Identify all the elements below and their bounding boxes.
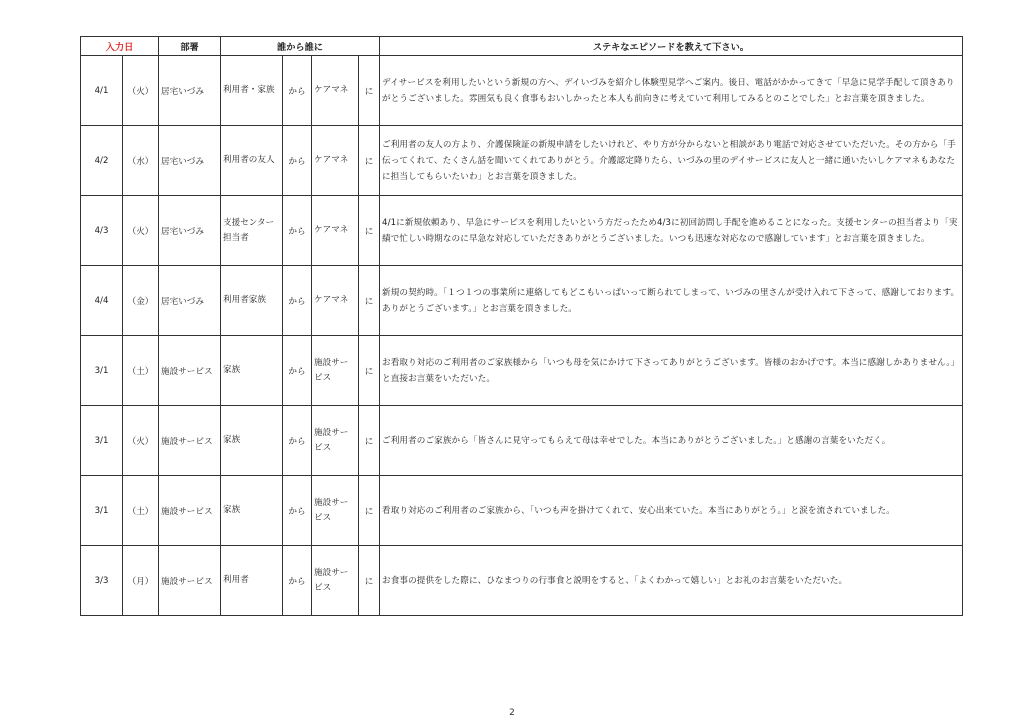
from-particle-cell: から (283, 406, 312, 476)
episode-cell: 4/1に新規依頼あり、早急にサービスを利用したいという方だったため4/3に初回訪問し手配を進めることになった。支援センターの担当者より「実績で忙しい時期なのに早急な対応していただきありがとうございました。いつも迅速な対応なので感謝しています」とお言葉を頂きました。 (380, 196, 963, 266)
episode-cell: お食事の提供をした際に、ひなまつりの行事食と説明をすると、「よくわかって嬉しい」とお礼のお言葉をいただいた。 (380, 546, 963, 616)
to-cell: ケアマネ (312, 56, 359, 126)
day-cell: （土） (123, 476, 159, 546)
to-particle-cell: に (359, 476, 380, 546)
department-cell: 施設サービス (159, 546, 221, 616)
header-episode: ステキなエピソードを教えて下さい。 (380, 37, 963, 56)
header-input-date: 入力日 (81, 37, 159, 56)
department-cell: 居宅いづみ (159, 266, 221, 336)
from-cell: 利用者・家族 (221, 56, 283, 126)
episode-cell: ご利用者のご家族から「皆さんに見守ってもらえて母は幸せでした。本当にありがとうございました。」と感謝の言葉をいただく。 (380, 406, 963, 476)
from-particle-cell: から (283, 476, 312, 546)
table-row (81, 196, 963, 266)
from-cell: 家族 (221, 336, 283, 406)
date-cell: 4/4 (81, 266, 123, 336)
from-cell: 支援センター担当者 (221, 196, 283, 266)
department-cell: 居宅いづみ (159, 196, 221, 266)
date-cell: 4/3 (81, 196, 123, 266)
page-number: 2 (509, 708, 515, 718)
department-cell: 居宅いづみ (159, 56, 221, 126)
to-particle-cell: に (359, 266, 380, 336)
header-row (81, 37, 963, 56)
episode-cell: ご利用者の友人の方より、介護保険証の新規申請をしたいけれど、やり方が分からないと相談があり電話で対応させていただいた。その方から「手伝ってくれて、たくさん話を聞いてくれてありがとう。介護認定降りたら、いづみの里のデイサービスに友人と一緒に通いたいしケアマネもあなたに担当してもらいたいわ」とお言葉を頂きました。 (380, 126, 963, 196)
day-cell: （金） (123, 266, 159, 336)
date-cell: 3/1 (81, 406, 123, 476)
from-particle-cell: から (283, 336, 312, 406)
department-cell: 居宅いづみ (159, 126, 221, 196)
day-cell: （火） (123, 196, 159, 266)
from-cell: 利用者家族 (221, 266, 283, 336)
date-cell: 3/3 (81, 546, 123, 616)
episode-cell: お看取り対応のご利用者のご家族様から「いつも母を気にかけて下さってありがとうございます。皆様のおかげです。本当に感謝しかありません。」と直接お言葉をいただいた。 (380, 336, 963, 406)
table-row (81, 476, 963, 546)
table-row (81, 336, 963, 406)
episode-cell: 新規の契約時。「１つ１つの事業所に連絡してもどこもいっぱいって断られてしまって、いづみの里さんが受け入れて下さって、感謝しております。ありがとうございます。」とお言葉を頂きました。 (380, 266, 963, 336)
from-particle-cell: から (283, 126, 312, 196)
to-cell: 施設サービス (312, 546, 359, 616)
to-cell: ケアマネ (312, 126, 359, 196)
date-cell: 4/2 (81, 126, 123, 196)
from-cell: 利用者の友人 (221, 126, 283, 196)
day-cell: （土） (123, 336, 159, 406)
to-cell: 施設サービス (312, 336, 359, 406)
to-cell: 施設サービス (312, 476, 359, 546)
to-particle-cell: に (359, 546, 380, 616)
department-cell: 施設サービス (159, 336, 221, 406)
table-row (81, 56, 963, 126)
episode-cell: デイサービスを利用したいという新規の方へ、デイいづみを紹介し体験型見学へご案内。後日、電話がかかってきて「早急に見学手配して頂きありがとうございました。雰囲気も良く食事もおいしかったと本人も前向きに考えていて利用してみるとのことでした」とお言葉を頂きました。 (380, 56, 963, 126)
table-row (81, 266, 963, 336)
table-row (81, 406, 963, 476)
department-cell: 施設サービス (159, 406, 221, 476)
from-cell: 家族 (221, 406, 283, 476)
department-cell: 施設サービス (159, 476, 221, 546)
from-cell: 家族 (221, 476, 283, 546)
episode-cell: 看取り対応のご利用者のご家族から、「いつも声を掛けてくれて、安心出来ていた。本当にありがとう。」と涙を流されていました。 (380, 476, 963, 546)
date-cell: 3/1 (81, 476, 123, 546)
header-from-to: 誰から誰に (221, 37, 380, 56)
date-cell: 4/1 (81, 56, 123, 126)
to-cell: 施設サービス (312, 406, 359, 476)
day-cell: （火） (123, 406, 159, 476)
from-particle-cell: から (283, 196, 312, 266)
from-cell: 利用者 (221, 546, 283, 616)
from-particle-cell: から (283, 56, 312, 126)
from-particle-cell: から (283, 266, 312, 336)
table-row (81, 546, 963, 616)
to-cell: ケアマネ (312, 196, 359, 266)
from-particle-cell: から (283, 546, 312, 616)
to-cell: ケアマネ (312, 266, 359, 336)
to-particle-cell: に (359, 126, 380, 196)
day-cell: （火） (123, 56, 159, 126)
to-particle-cell: に (359, 56, 380, 126)
table-row (81, 126, 963, 196)
to-particle-cell: に (359, 336, 380, 406)
to-particle-cell: に (359, 406, 380, 476)
day-cell: （月） (123, 546, 159, 616)
to-particle-cell: に (359, 196, 380, 266)
table-body (81, 56, 963, 616)
header-department: 部署 (159, 37, 221, 56)
episode-table (80, 36, 963, 616)
date-cell: 3/1 (81, 336, 123, 406)
day-cell: （水） (123, 126, 159, 196)
